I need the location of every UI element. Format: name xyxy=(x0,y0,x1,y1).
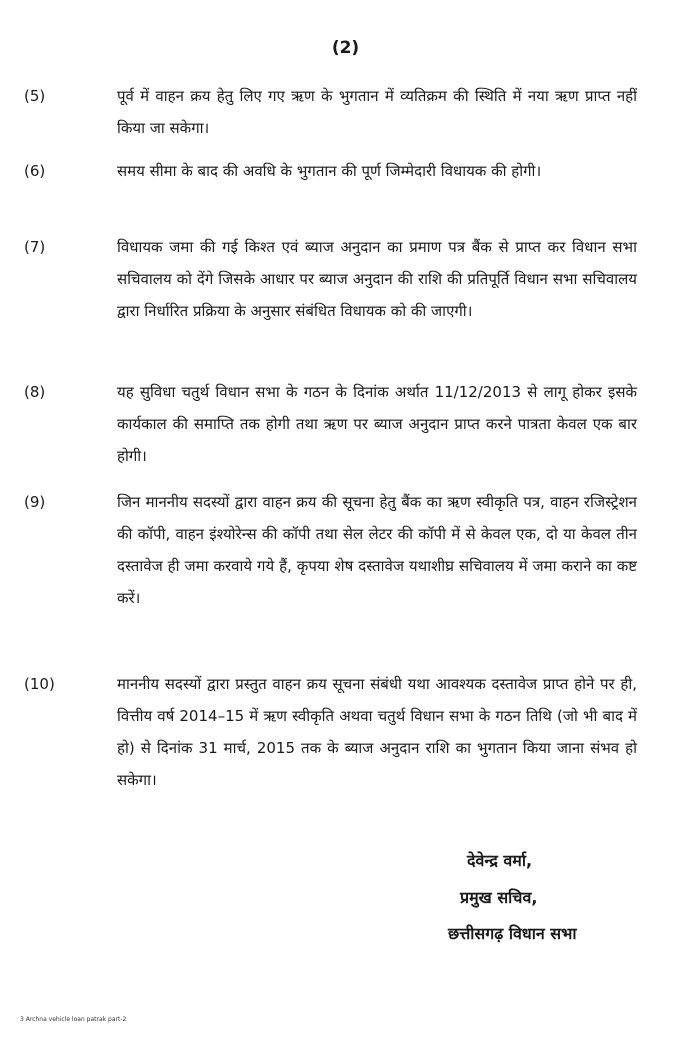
item-text: माननीय सदस्यों द्वारा प्रस्तुत वाहन क्रय सूचना संबंधी यथा आवश्यक दस्तावेज प्राप्त होने पर ही, वित्तीय वर्ष 2014–15 में ऋण स्वीकृति अथवा चतुर्थ विधान सभा के गठन तिथि (जो भी बाद में हो) से दिनांक 31 मार्च, 2015 तक के ब्याज अनुदान राशि का भुगतान किया जाना संभव हो सकेगा। xyxy=(117,675,637,789)
item-number: (5) xyxy=(24,87,46,105)
item-number: (7) xyxy=(24,238,46,256)
signatory-designation: प्रमुख सचिव, xyxy=(460,888,538,907)
footer-note: 3 Archna vehicle loan patrak part-2 xyxy=(20,1016,127,1023)
item-text: यह सुविधा चतुर्थ विधान सभा के गठन के दिनांक अर्थात 11/12/2013 से लागू होकर इसके कार्यकाल की समाप्ति तक होगी तथा ऋण पर ब्याज अनुदान प्राप्त करने पात्रता केवल एक बार होगी। xyxy=(117,383,637,465)
item-text: पूर्व में वाहन क्रय हेतु लिए गए ऋण के भुगतान में व्यतिक्रम की स्थिति में नया ऋण प्राप्त नहीं किया जा सकेगा। xyxy=(117,87,637,137)
item-number: (9) xyxy=(24,493,46,511)
item-number: (10) xyxy=(24,675,55,693)
item-number: (8) xyxy=(24,383,46,401)
item-text: समय सीमा के बाद की अवधि के भुगतान की पूर्ण जिम्मेदारी विधायक की होगी। xyxy=(117,162,542,180)
item-text: जिन माननीय सदस्यों द्वारा वाहन क्रय की सूचना हेतु बैंक का ऋण स्वीकृति पत्र, वाहन रजिस्ट्रेशन की कॉपी, वाहन इंश्योरेन्स की कॉपी तथा सेल लेटर की कॉपी में से केवल एक, दो या केवल तीन दस्तावेज ही जमा करवाये गये हैं, कृपया शेष दस्तावेज यथाशीघ्र सचिवालय में जमा कराने का कष्ट करें। xyxy=(117,493,637,607)
page-number: (2) xyxy=(331,38,360,58)
signatory-office: छत्तीसगढ़ विधान सभा xyxy=(448,924,577,943)
signatory-name: देवेन्द्र वर्मा, xyxy=(467,851,533,870)
item-text: विधायक जमा की गई किश्त एवं ब्याज अनुदान का प्रमाण पत्र बैंक से प्राप्त कर विधान सभा सचिवालय को देंगे जिसके आधार पर ब्याज अनुदान की राशि की प्रतिपूर्ति विधान सभा सचिवालय द्वारा निर्धारित प्रक्रिया के अनुसार संबंधित विधायक को की जाएगी। xyxy=(117,238,637,320)
item-number: (6) xyxy=(24,162,46,180)
